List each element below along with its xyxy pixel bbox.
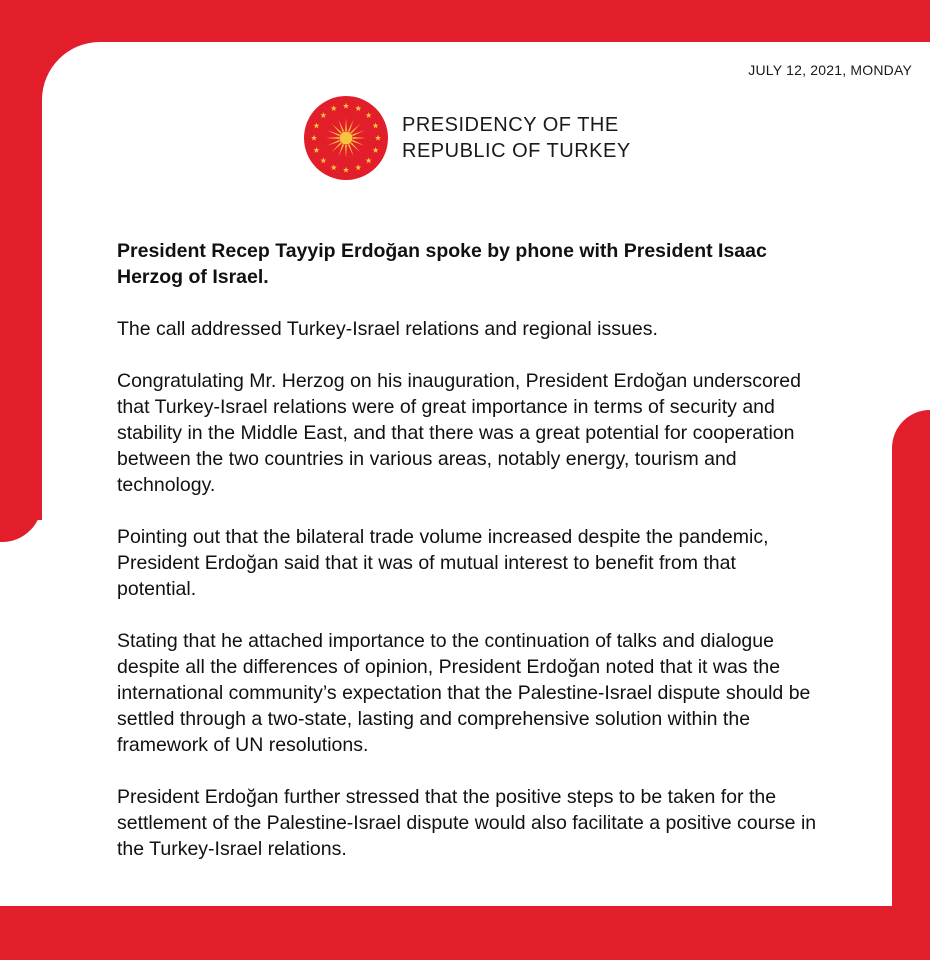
organization-name [402, 112, 631, 164]
article-paragraph-2: Congratulating Mr. Herzog on his inauguration, President Erdoğan underscored that Turkey-Israel relations were of great importance in terms of security and stability in the Middle East, and that there was a great potential for cooperation between the two countries in various areas, notably energy, tourism and technology. [117, 370, 801, 496]
document-date: JULY 12, 2021, MONDAY [748, 62, 912, 78]
organization-name-line2: REPUBLIC OF TURKEY [402, 140, 631, 162]
article-paragraph-4: Stating that he attached importance to the continuation of talks and dialogue despite all the differences of opinion, President Erdoğan noted that it was the international community’s expectation that the Palestine-Israel dispute should be settled through a two-state, lasting and comprehensive solution within the framework of UN resolutions. [117, 630, 811, 756]
left-red-accent [0, 42, 42, 542]
right-red-accent [892, 410, 930, 906]
article-body [117, 238, 817, 888]
article-paragraph-5: President Erdoğan further stressed that the positive steps to be taken for the settlement of the Palestine-Israel dispute would also facilitate a positive course in the Turkey-Israel relations. [117, 786, 817, 860]
article-headline: President Recep Tayyip Erdoğan spoke by phone with President Isaac Herzog of Israel. [117, 240, 767, 288]
presidential-seal-icon [304, 96, 388, 180]
article-paragraph-3: Pointing out that the bilateral trade volume increased despite the pandemic, President Erdoğan said that it was of mutual interest to benefit from that potential. [117, 526, 769, 600]
organization-name-line1: PRESIDENCY OF THE [402, 114, 619, 136]
article-paragraph-1: The call addressed Turkey-Israel relations and regional issues. [117, 318, 658, 340]
left-white-band [0, 520, 42, 906]
